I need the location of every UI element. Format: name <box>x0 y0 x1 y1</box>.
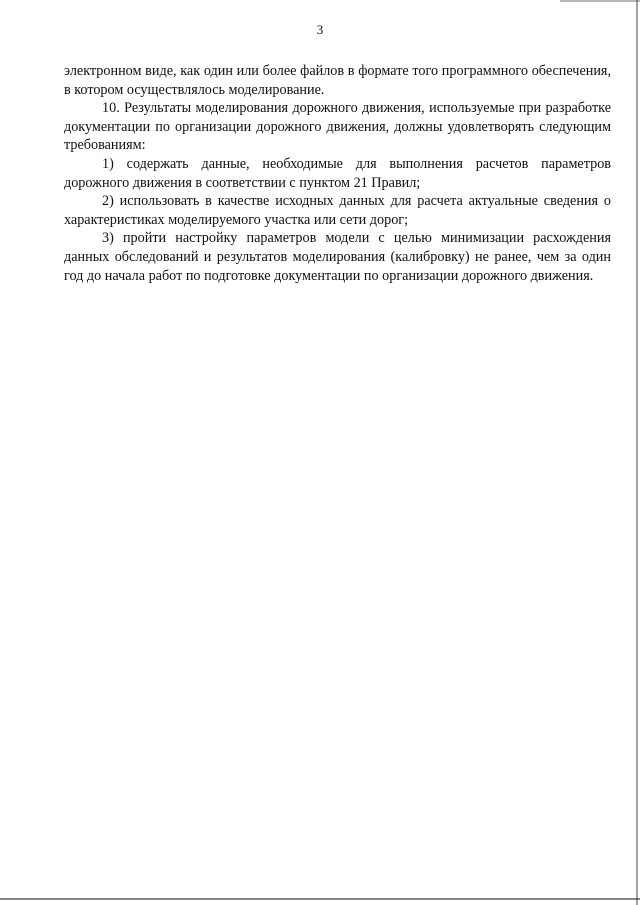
scan-edge-right <box>636 0 638 905</box>
paragraph-requirement-2: 2) использовать в качестве исходных данных для расчета актуальные сведения о характеристиках моделируемого участка или сети дорог; <box>64 193 611 228</box>
scan-edge-bottom <box>0 898 640 900</box>
paragraph-item-10: 10. Результаты моделирования дорожного движения, используемые при разработке документации по организации дорожного движения, должны удовлетворять следующим требованиям: <box>64 100 611 154</box>
paragraph-requirement-1: 1) содержать данные, необходимые для выполнения расчетов параметров дорожного движения в соответствии с пунктом 21 Правил; <box>64 155 611 191</box>
page-number: 3 <box>316 22 324 37</box>
paragraph-continuation: электронном виде, как один или более файлов в формате того программного обеспечения, в котором осуществлялось моделирование. <box>64 63 611 98</box>
scan-edge-top <box>560 0 640 2</box>
paragraph-requirement-3: 3) пройти настройку параметров модели с целью минимизации расхождения данных обследований и результатов моделирования (калибровку) не ранее, чем за один год до начала работ по подготовке документации по организации дорожного движения. <box>64 230 611 284</box>
document-body <box>64 62 611 285</box>
